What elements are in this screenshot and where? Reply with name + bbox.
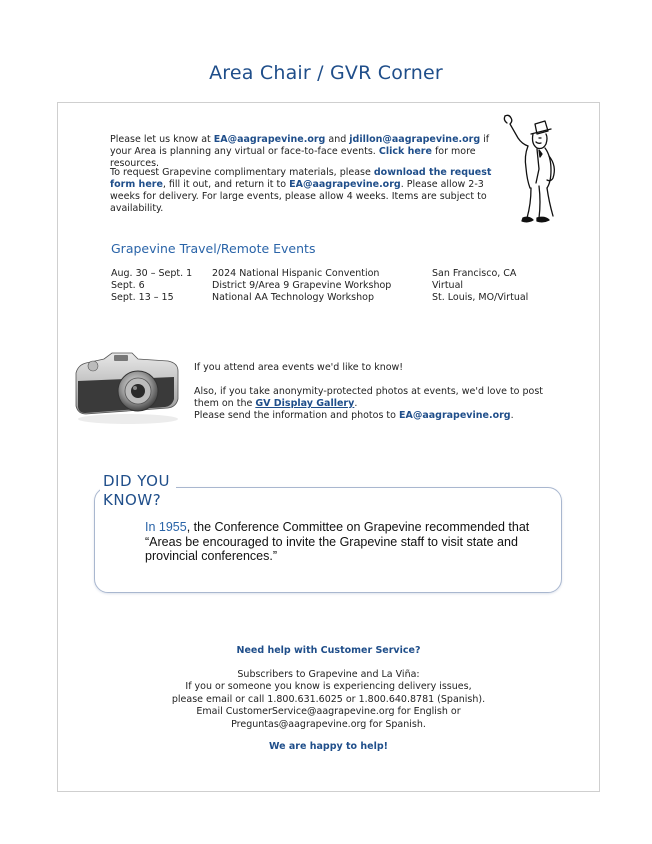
customer-service-closing: We are happy to help! xyxy=(269,741,388,752)
customer-service-line: Email CustomerService@aagrapevine.org for English or xyxy=(196,706,461,717)
photo-text: Please send the information and photos to xyxy=(194,410,399,421)
event-row xyxy=(111,292,551,304)
did-you-know-text xyxy=(145,520,540,564)
did-you-know-label xyxy=(100,472,176,510)
email-link-ea[interactable]: EA@aagrapevine.org xyxy=(289,179,401,190)
email-link-ea[interactable]: EA@aagrapevine.org xyxy=(213,134,326,145)
customer-service-line: Subscribers to Grapevine and La Viña: xyxy=(237,668,420,680)
photo-text: . xyxy=(510,410,514,421)
waving-man-illustration xyxy=(495,112,565,230)
intro-text: To request Grapevine complimentary materials, please xyxy=(110,167,374,178)
events-heading: Grapevine Travel/Remote Events xyxy=(111,241,316,256)
resources-link[interactable]: Click here xyxy=(378,146,432,157)
event-name: 2024 National Hispanic Convention xyxy=(212,268,380,279)
event-row xyxy=(111,268,551,280)
intro-text: , fill it out, and return it to xyxy=(162,179,290,190)
customer-service-line: If you or someone you know is experiencing delivery issues, xyxy=(185,681,472,692)
intro-text: . Please allow 2-3 weeks for delivery. For large events, please allow 4 weeks. Items are subject to availability. xyxy=(110,179,487,214)
event-name: District 9/Area 9 Grapevine Workshop xyxy=(212,280,392,291)
photo-text: . xyxy=(354,398,358,409)
event-date: Sept. 6 xyxy=(111,280,145,291)
did-you-know-body: , the Conference Committee on Grapevine recommended that “Areas be encouraged to invite the Grapevine staff to visit state and provincial conferences.” xyxy=(145,520,530,563)
event-location: Virtual xyxy=(432,280,464,291)
email-link-ea[interactable]: EA@aagrapevine.org xyxy=(399,410,511,421)
intro-text: and xyxy=(325,134,350,145)
customer-service-heading: Need help with Customer Service? xyxy=(236,645,421,656)
did-you-know-label-line: DID YOU xyxy=(103,472,170,490)
intro-paragraph-materials xyxy=(110,167,495,215)
page-title: Area Chair / GVR Corner xyxy=(209,62,443,84)
photo-text: Also, if you take anonymity-protected photos at events, we'd love to post them on the xyxy=(194,386,544,409)
event-row xyxy=(111,280,551,292)
customer-service-line: Preguntas@aagrapevine.org for Spanish. xyxy=(231,718,426,730)
customer-service-section xyxy=(57,645,600,754)
events-list xyxy=(111,268,551,304)
did-you-know-year: In 1955 xyxy=(145,520,187,534)
intro-text: for more resources. xyxy=(110,146,476,169)
event-name: National AA Technology Workshop xyxy=(212,292,374,303)
photo-request-text xyxy=(194,362,554,422)
intro-text: if your Area is planning any virtual or face-to-face events. xyxy=(110,134,490,157)
gv-display-gallery-link[interactable]: GV Display Gallery xyxy=(255,398,355,409)
event-location: St. Louis, MO/Virtual xyxy=(432,292,529,303)
intro-paragraph-contact xyxy=(110,134,495,170)
request-form-link[interactable]: download the request form here xyxy=(110,167,492,190)
email-link-jdillon[interactable]: jdillon@aagrapevine.org xyxy=(349,134,481,145)
photo-line-1: If you attend area events we'd like to know! xyxy=(194,362,404,373)
camera-image xyxy=(68,345,186,425)
customer-service-line: please email or call 1.800.631.6025 or 1.800.640.8781 (Spanish). xyxy=(171,693,486,705)
event-location: San Francisco, CA xyxy=(432,268,517,279)
event-date: Sept. 13 – 15 xyxy=(111,292,174,303)
event-date: Aug. 30 – Sept. 1 xyxy=(111,268,193,279)
did-you-know-label-line: KNOW? xyxy=(103,491,162,509)
intro-text: Please let us know at xyxy=(110,134,214,145)
